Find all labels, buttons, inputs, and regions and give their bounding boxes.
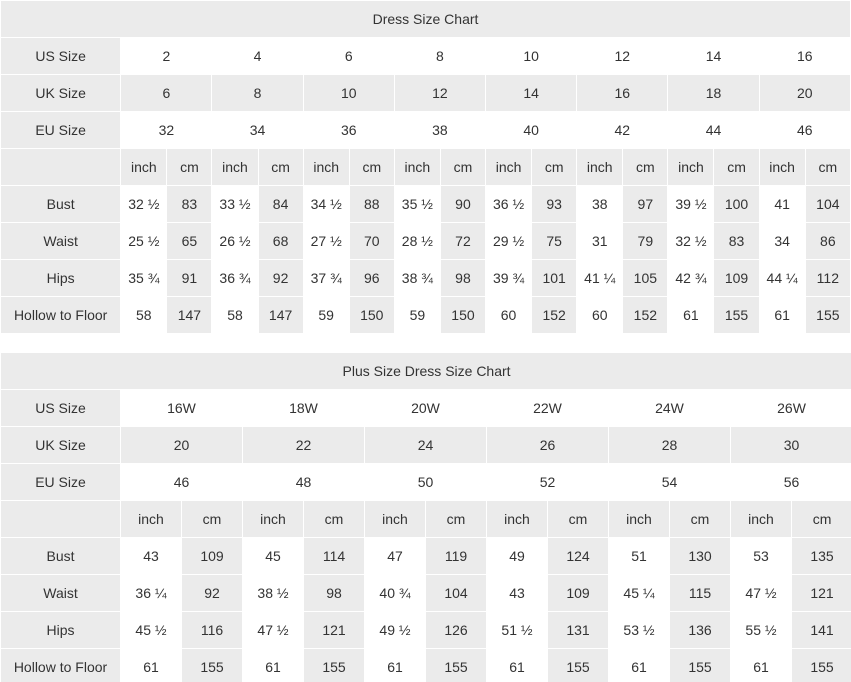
cell-waist-10: 75 — [532, 223, 577, 260]
cell-us-7: 14 — [668, 38, 759, 75]
cell-waist-2: 92 — [182, 575, 243, 612]
cell-unit-5: inch — [303, 149, 349, 186]
cell-unit-16: cm — [805, 149, 850, 186]
cell-waist-2: 65 — [167, 223, 212, 260]
cell-unit-4: cm — [304, 501, 365, 538]
cell-us-5: 10 — [486, 38, 577, 75]
cell-uk-4: 26 — [487, 427, 609, 464]
cell-waist-5: 27 ½ — [303, 223, 349, 260]
cell-us-2: 4 — [212, 38, 303, 75]
cell-hips-6: 96 — [349, 260, 394, 297]
cell-us-1: 2 — [121, 38, 212, 75]
table-row-hollow-to-floor — [1, 297, 851, 334]
cell-uk-1: 6 — [121, 75, 212, 112]
cell-uk-7: 18 — [668, 75, 759, 112]
cell-bust-11: 53 — [731, 538, 792, 575]
row-label-waist: Waist — [1, 223, 121, 260]
cell-hollow-3: 58 — [212, 297, 258, 334]
cell-bust-5: 34 ½ — [303, 186, 349, 223]
cell-unit-7: inch — [487, 501, 548, 538]
cell-hollow-3: 61 — [243, 649, 304, 682]
cell-bust-1: 43 — [121, 538, 182, 575]
cell-bust-7: 35 ½ — [394, 186, 440, 223]
cell-unit-7: inch — [394, 149, 440, 186]
cell-waist-4: 98 — [304, 575, 365, 612]
table-row-us-size — [1, 38, 851, 75]
cell-hollow-9: 60 — [486, 297, 532, 334]
cell-hips-10: 101 — [532, 260, 577, 297]
cell-waist-15: 34 — [759, 223, 805, 260]
cell-bust-15: 41 — [759, 186, 805, 223]
cell-waist-6: 70 — [349, 223, 394, 260]
cell-eu-6: 56 — [731, 464, 851, 501]
cell-waist-3: 26 ½ — [212, 223, 258, 260]
cell-hips-7: 38 ¾ — [394, 260, 440, 297]
cell-uk-5: 28 — [609, 427, 731, 464]
cell-waist-8: 72 — [440, 223, 485, 260]
cell-hips-5: 49 ½ — [365, 612, 426, 649]
cell-unit-8: cm — [548, 501, 609, 538]
cell-uk-4: 12 — [394, 75, 485, 112]
cell-bust-3: 33 ½ — [212, 186, 258, 223]
cell-bust-6: 119 — [426, 538, 487, 575]
cell-hips-1: 35 ¾ — [121, 260, 167, 297]
cell-hips-11: 55 ½ — [731, 612, 792, 649]
cell-waist-1: 25 ½ — [121, 223, 167, 260]
cell-unit-12: cm — [623, 149, 668, 186]
cell-bust-5: 47 — [365, 538, 426, 575]
cell-unit-1: inch — [121, 149, 167, 186]
cell-unit-5: inch — [365, 501, 426, 538]
cell-uk-6: 16 — [577, 75, 668, 112]
cell-waist-3: 38 ½ — [243, 575, 304, 612]
cell-waist-14: 83 — [714, 223, 759, 260]
cell-eu-6: 42 — [577, 112, 668, 149]
cell-hips-2: 116 — [182, 612, 243, 649]
table-row-bust — [1, 186, 851, 223]
cell-bust-12: 135 — [792, 538, 851, 575]
table-row-units — [1, 501, 851, 538]
cell-eu-5: 54 — [609, 464, 731, 501]
cell-eu-4: 38 — [394, 112, 485, 149]
cell-us-5: 24W — [609, 390, 731, 427]
cell-hollow-2: 147 — [167, 297, 212, 334]
cell-hollow-7: 61 — [487, 649, 548, 682]
cell-hollow-6: 150 — [349, 297, 394, 334]
cell-waist-16: 86 — [805, 223, 850, 260]
cell-uk-2: 22 — [243, 427, 365, 464]
cell-us-6: 26W — [731, 390, 851, 427]
cell-waist-11: 31 — [577, 223, 623, 260]
cell-waist-8: 109 — [548, 575, 609, 612]
cell-hollow-9: 61 — [609, 649, 670, 682]
row-label-us-size: US Size — [1, 38, 121, 75]
cell-hips-14: 109 — [714, 260, 759, 297]
cell-hips-12: 141 — [792, 612, 851, 649]
cell-hips-7: 51 ½ — [487, 612, 548, 649]
cell-hollow-10: 155 — [670, 649, 731, 682]
cell-unit-12: cm — [792, 501, 851, 538]
cell-waist-12: 79 — [623, 223, 668, 260]
table-row-us-size — [1, 390, 851, 427]
chart-divider — [0, 334, 851, 352]
cell-hollow-11: 61 — [731, 649, 792, 682]
cell-waist-13: 32 ½ — [668, 223, 714, 260]
cell-waist-5: 40 ¾ — [365, 575, 426, 612]
cell-us-1: 16W — [121, 390, 243, 427]
row-label-hollow-to-floor: Hollow to Floor — [1, 297, 121, 334]
cell-waist-1: 36 ¼ — [121, 575, 182, 612]
cell-hips-12: 105 — [623, 260, 668, 297]
cell-hips-8: 98 — [440, 260, 485, 297]
cell-hollow-4: 147 — [258, 297, 303, 334]
dress-size-chart-table — [0, 0, 851, 334]
table-row-hips — [1, 612, 851, 649]
cell-us-4: 8 — [394, 38, 485, 75]
cell-bust-8: 124 — [548, 538, 609, 575]
cell-bust-4: 114 — [304, 538, 365, 575]
row-label-units — [1, 501, 121, 538]
cell-hips-4: 121 — [304, 612, 365, 649]
cell-hollow-16: 155 — [805, 297, 850, 334]
table-row-hips — [1, 260, 851, 297]
row-label-hollow-to-floor: Hollow to Floor — [1, 649, 121, 682]
cell-unit-9: inch — [609, 501, 670, 538]
cell-uk-2: 8 — [212, 75, 303, 112]
table-row-waist — [1, 575, 851, 612]
cell-hollow-13: 61 — [668, 297, 714, 334]
cell-us-6: 12 — [577, 38, 668, 75]
table-row-hollow-to-floor — [1, 649, 851, 682]
cell-unit-8: cm — [440, 149, 485, 186]
table-row-title — [1, 353, 851, 390]
table-row-waist — [1, 223, 851, 260]
cell-unit-3: inch — [243, 501, 304, 538]
cell-us-4: 22W — [487, 390, 609, 427]
cell-unit-11: inch — [731, 501, 792, 538]
cell-hollow-12: 152 — [623, 297, 668, 334]
cell-bust-14: 100 — [714, 186, 759, 223]
cell-eu-7: 44 — [668, 112, 759, 149]
cell-bust-3: 45 — [243, 538, 304, 575]
row-label-bust: Bust — [1, 186, 121, 223]
cell-us-3: 20W — [365, 390, 487, 427]
cell-waist-11: 47 ½ — [731, 575, 792, 612]
cell-bust-12: 97 — [623, 186, 668, 223]
cell-hollow-7: 59 — [394, 297, 440, 334]
cell-waist-10: 115 — [670, 575, 731, 612]
chart1-title: Dress Size Chart — [1, 1, 851, 38]
cell-eu-2: 34 — [212, 112, 303, 149]
cell-us-2: 18W — [243, 390, 365, 427]
plus-size-dress-chart-table — [0, 352, 851, 682]
cell-hollow-5: 61 — [365, 649, 426, 682]
cell-unit-6: cm — [426, 501, 487, 538]
row-label-hips: Hips — [1, 612, 121, 649]
cell-bust-4: 84 — [258, 186, 303, 223]
cell-bust-8: 90 — [440, 186, 485, 223]
cell-unit-14: cm — [714, 149, 759, 186]
cell-bust-11: 38 — [577, 186, 623, 223]
cell-eu-1: 32 — [121, 112, 212, 149]
chart2-title: Plus Size Dress Size Chart — [1, 353, 851, 390]
row-label-units — [1, 149, 121, 186]
cell-eu-1: 46 — [121, 464, 243, 501]
cell-unit-2: cm — [167, 149, 212, 186]
cell-unit-15: inch — [759, 149, 805, 186]
cell-hips-3: 47 ½ — [243, 612, 304, 649]
cell-bust-13: 39 ½ — [668, 186, 714, 223]
cell-waist-12: 121 — [792, 575, 851, 612]
cell-hollow-4: 155 — [304, 649, 365, 682]
cell-hips-16: 112 — [805, 260, 850, 297]
cell-hips-8: 131 — [548, 612, 609, 649]
cell-unit-9: inch — [486, 149, 532, 186]
cell-hollow-14: 155 — [714, 297, 759, 334]
cell-hollow-5: 59 — [303, 297, 349, 334]
table-row-bust — [1, 538, 851, 575]
cell-hollow-10: 152 — [532, 297, 577, 334]
cell-hips-1: 45 ½ — [121, 612, 182, 649]
cell-eu-8: 46 — [759, 112, 850, 149]
cell-bust-16: 104 — [805, 186, 850, 223]
cell-unit-10: cm — [532, 149, 577, 186]
cell-uk-1: 20 — [121, 427, 243, 464]
cell-hollow-12: 155 — [792, 649, 851, 682]
cell-hips-11: 41 ¼ — [577, 260, 623, 297]
cell-uk-3: 10 — [303, 75, 394, 112]
cell-eu-4: 52 — [487, 464, 609, 501]
cell-unit-4: cm — [258, 149, 303, 186]
cell-waist-9: 29 ½ — [486, 223, 532, 260]
cell-us-8: 16 — [759, 38, 850, 75]
cell-hips-15: 44 ¼ — [759, 260, 805, 297]
cell-bust-1: 32 ½ — [121, 186, 167, 223]
table-row-title — [1, 1, 851, 38]
cell-hollow-15: 61 — [759, 297, 805, 334]
cell-hips-4: 92 — [258, 260, 303, 297]
cell-hollow-1: 61 — [121, 649, 182, 682]
cell-bust-2: 109 — [182, 538, 243, 575]
cell-hips-9: 39 ¾ — [486, 260, 532, 297]
cell-hips-10: 136 — [670, 612, 731, 649]
cell-uk-6: 30 — [731, 427, 851, 464]
cell-unit-11: inch — [577, 149, 623, 186]
cell-waist-6: 104 — [426, 575, 487, 612]
cell-waist-7: 28 ½ — [394, 223, 440, 260]
row-label-bust: Bust — [1, 538, 121, 575]
cell-bust-9: 36 ½ — [486, 186, 532, 223]
cell-eu-2: 48 — [243, 464, 365, 501]
cell-bust-7: 49 — [487, 538, 548, 575]
row-label-eu-size: EU Size — [1, 464, 121, 501]
cell-unit-2: cm — [182, 501, 243, 538]
cell-bust-9: 51 — [609, 538, 670, 575]
cell-hips-3: 36 ¾ — [212, 260, 258, 297]
cell-eu-5: 40 — [486, 112, 577, 149]
cell-waist-4: 68 — [258, 223, 303, 260]
row-label-uk-size: UK Size — [1, 427, 121, 464]
table-row-uk-size — [1, 427, 851, 464]
cell-hollow-2: 155 — [182, 649, 243, 682]
cell-waist-9: 45 ¼ — [609, 575, 670, 612]
cell-hips-9: 53 ½ — [609, 612, 670, 649]
cell-unit-10: cm — [670, 501, 731, 538]
row-label-waist: Waist — [1, 575, 121, 612]
cell-hollow-8: 155 — [548, 649, 609, 682]
table-row-units — [1, 149, 851, 186]
cell-us-3: 6 — [303, 38, 394, 75]
cell-bust-2: 83 — [167, 186, 212, 223]
cell-unit-3: inch — [212, 149, 258, 186]
cell-hollow-1: 58 — [121, 297, 167, 334]
row-label-hips: Hips — [1, 260, 121, 297]
cell-unit-1: inch — [121, 501, 182, 538]
cell-unit-13: inch — [668, 149, 714, 186]
cell-uk-3: 24 — [365, 427, 487, 464]
cell-unit-6: cm — [349, 149, 394, 186]
cell-hollow-8: 150 — [440, 297, 485, 334]
cell-waist-7: 43 — [487, 575, 548, 612]
cell-hips-5: 37 ¾ — [303, 260, 349, 297]
table-row-uk-size — [1, 75, 851, 112]
cell-hips-2: 91 — [167, 260, 212, 297]
cell-eu-3: 36 — [303, 112, 394, 149]
cell-hollow-6: 155 — [426, 649, 487, 682]
cell-hips-6: 126 — [426, 612, 487, 649]
table-row-eu-size — [1, 464, 851, 501]
cell-hips-13: 42 ¾ — [668, 260, 714, 297]
cell-hollow-11: 60 — [577, 297, 623, 334]
cell-bust-10: 130 — [670, 538, 731, 575]
row-label-uk-size: UK Size — [1, 75, 121, 112]
cell-eu-3: 50 — [365, 464, 487, 501]
cell-bust-10: 93 — [532, 186, 577, 223]
cell-bust-6: 88 — [349, 186, 394, 223]
cell-uk-5: 14 — [486, 75, 577, 112]
row-label-eu-size: EU Size — [1, 112, 121, 149]
cell-uk-8: 20 — [759, 75, 850, 112]
table-row-eu-size — [1, 112, 851, 149]
row-label-us-size: US Size — [1, 390, 121, 427]
